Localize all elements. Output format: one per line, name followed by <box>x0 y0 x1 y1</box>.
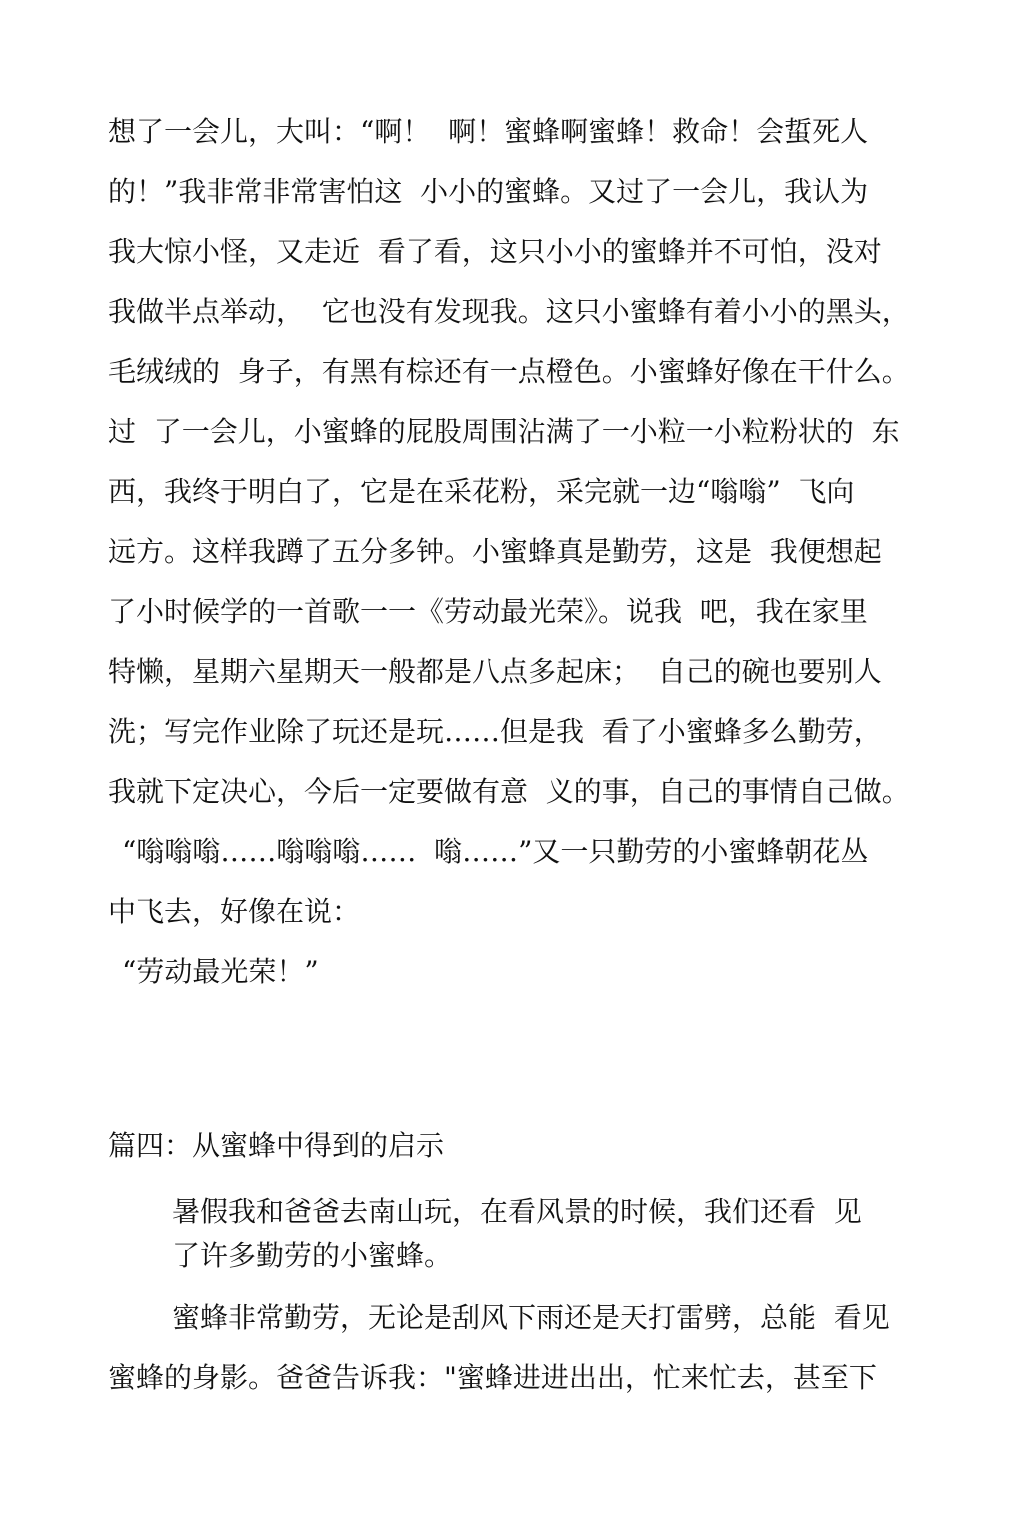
paragraph-line-5: 毛绒绒的 身子，有黑有棕还有一点橙色。小蜜蜂好像在干什么。 <box>108 355 910 388</box>
paragraph-line-12: 我就下定决心，今后一定要做有意 义的事，自己的事情自己做。 <box>108 775 910 808</box>
paragraph-line-7: 西，我终于明白了，它是在采花粉，采完就一边“嗡嗡” 飞向 <box>108 475 855 508</box>
paragraph-line-14: 中飞去，好像在说： <box>108 895 361 928</box>
paragraph-line-8: 远方。这样我蹲了五分多钟。小蜜蜂真是勤劳，这是 我便想起 <box>108 535 882 568</box>
paragraph-line-3: 我大惊小怪，又走近 看了看，这只小小的蜜蜂并不可怕，没对 <box>108 235 882 268</box>
paragraph-line-16: 暑假我和爸爸去南山玩，在看风景的时候，我们还看 见 <box>172 1195 862 1228</box>
paragraph-line-1: 想了一会儿，大叫：“啊！ 啊！蜜蜂啊蜜蜂！救命！会蜇死人 <box>108 115 869 148</box>
paragraph-line-2: 的！”我非常非常害怕这 小小的蜜蜂。又过了一会儿，我认为 <box>108 175 869 208</box>
paragraph-line-13: “嗡嗡嗡……嗡嗡嗡…… 嗡……”又一只勤劳的小蜜蜂朝花丛 <box>122 835 869 868</box>
paragraph-line-15: “劳动最光荣！” <box>122 955 319 988</box>
paragraph-line-10: 特懒，星期六星期天一般都是八点多起床； 自己的碗也要别人 <box>108 655 882 688</box>
paragraph-line-6: 过 了一会儿，小蜜蜂的屁股周围沾满了一小粒一小粒粉状的 东 <box>108 415 900 448</box>
paragraph-line-18: 蜜蜂非常勤劳，无论是刮风下雨还是天打雷劈，总能 看见 <box>172 1301 890 1334</box>
section-heading: 篇四：从蜜蜂中得到的启示 <box>108 1129 445 1162</box>
paragraph-line-9: 了小时候学的一首歌一一《劳动最光荣》。说我 吧，我在家里 <box>108 595 868 628</box>
paragraph-line-17: 了许多勤劳的小蜜蜂。 <box>172 1239 453 1272</box>
paragraph-line-11: 洗；写完作业除了玩还是玩……但是我 看了小蜜蜂多么勤劳， <box>108 715 882 748</box>
paragraph-line-19: 蜜蜂的身影。爸爸告诉我："蜜蜂进进出出，忙来忙去，甚至下 <box>108 1361 877 1394</box>
paragraph-line-4: 我做半点举动， 它也没有发现我。这只小蜜蜂有着小小的黑头， <box>108 295 910 328</box>
